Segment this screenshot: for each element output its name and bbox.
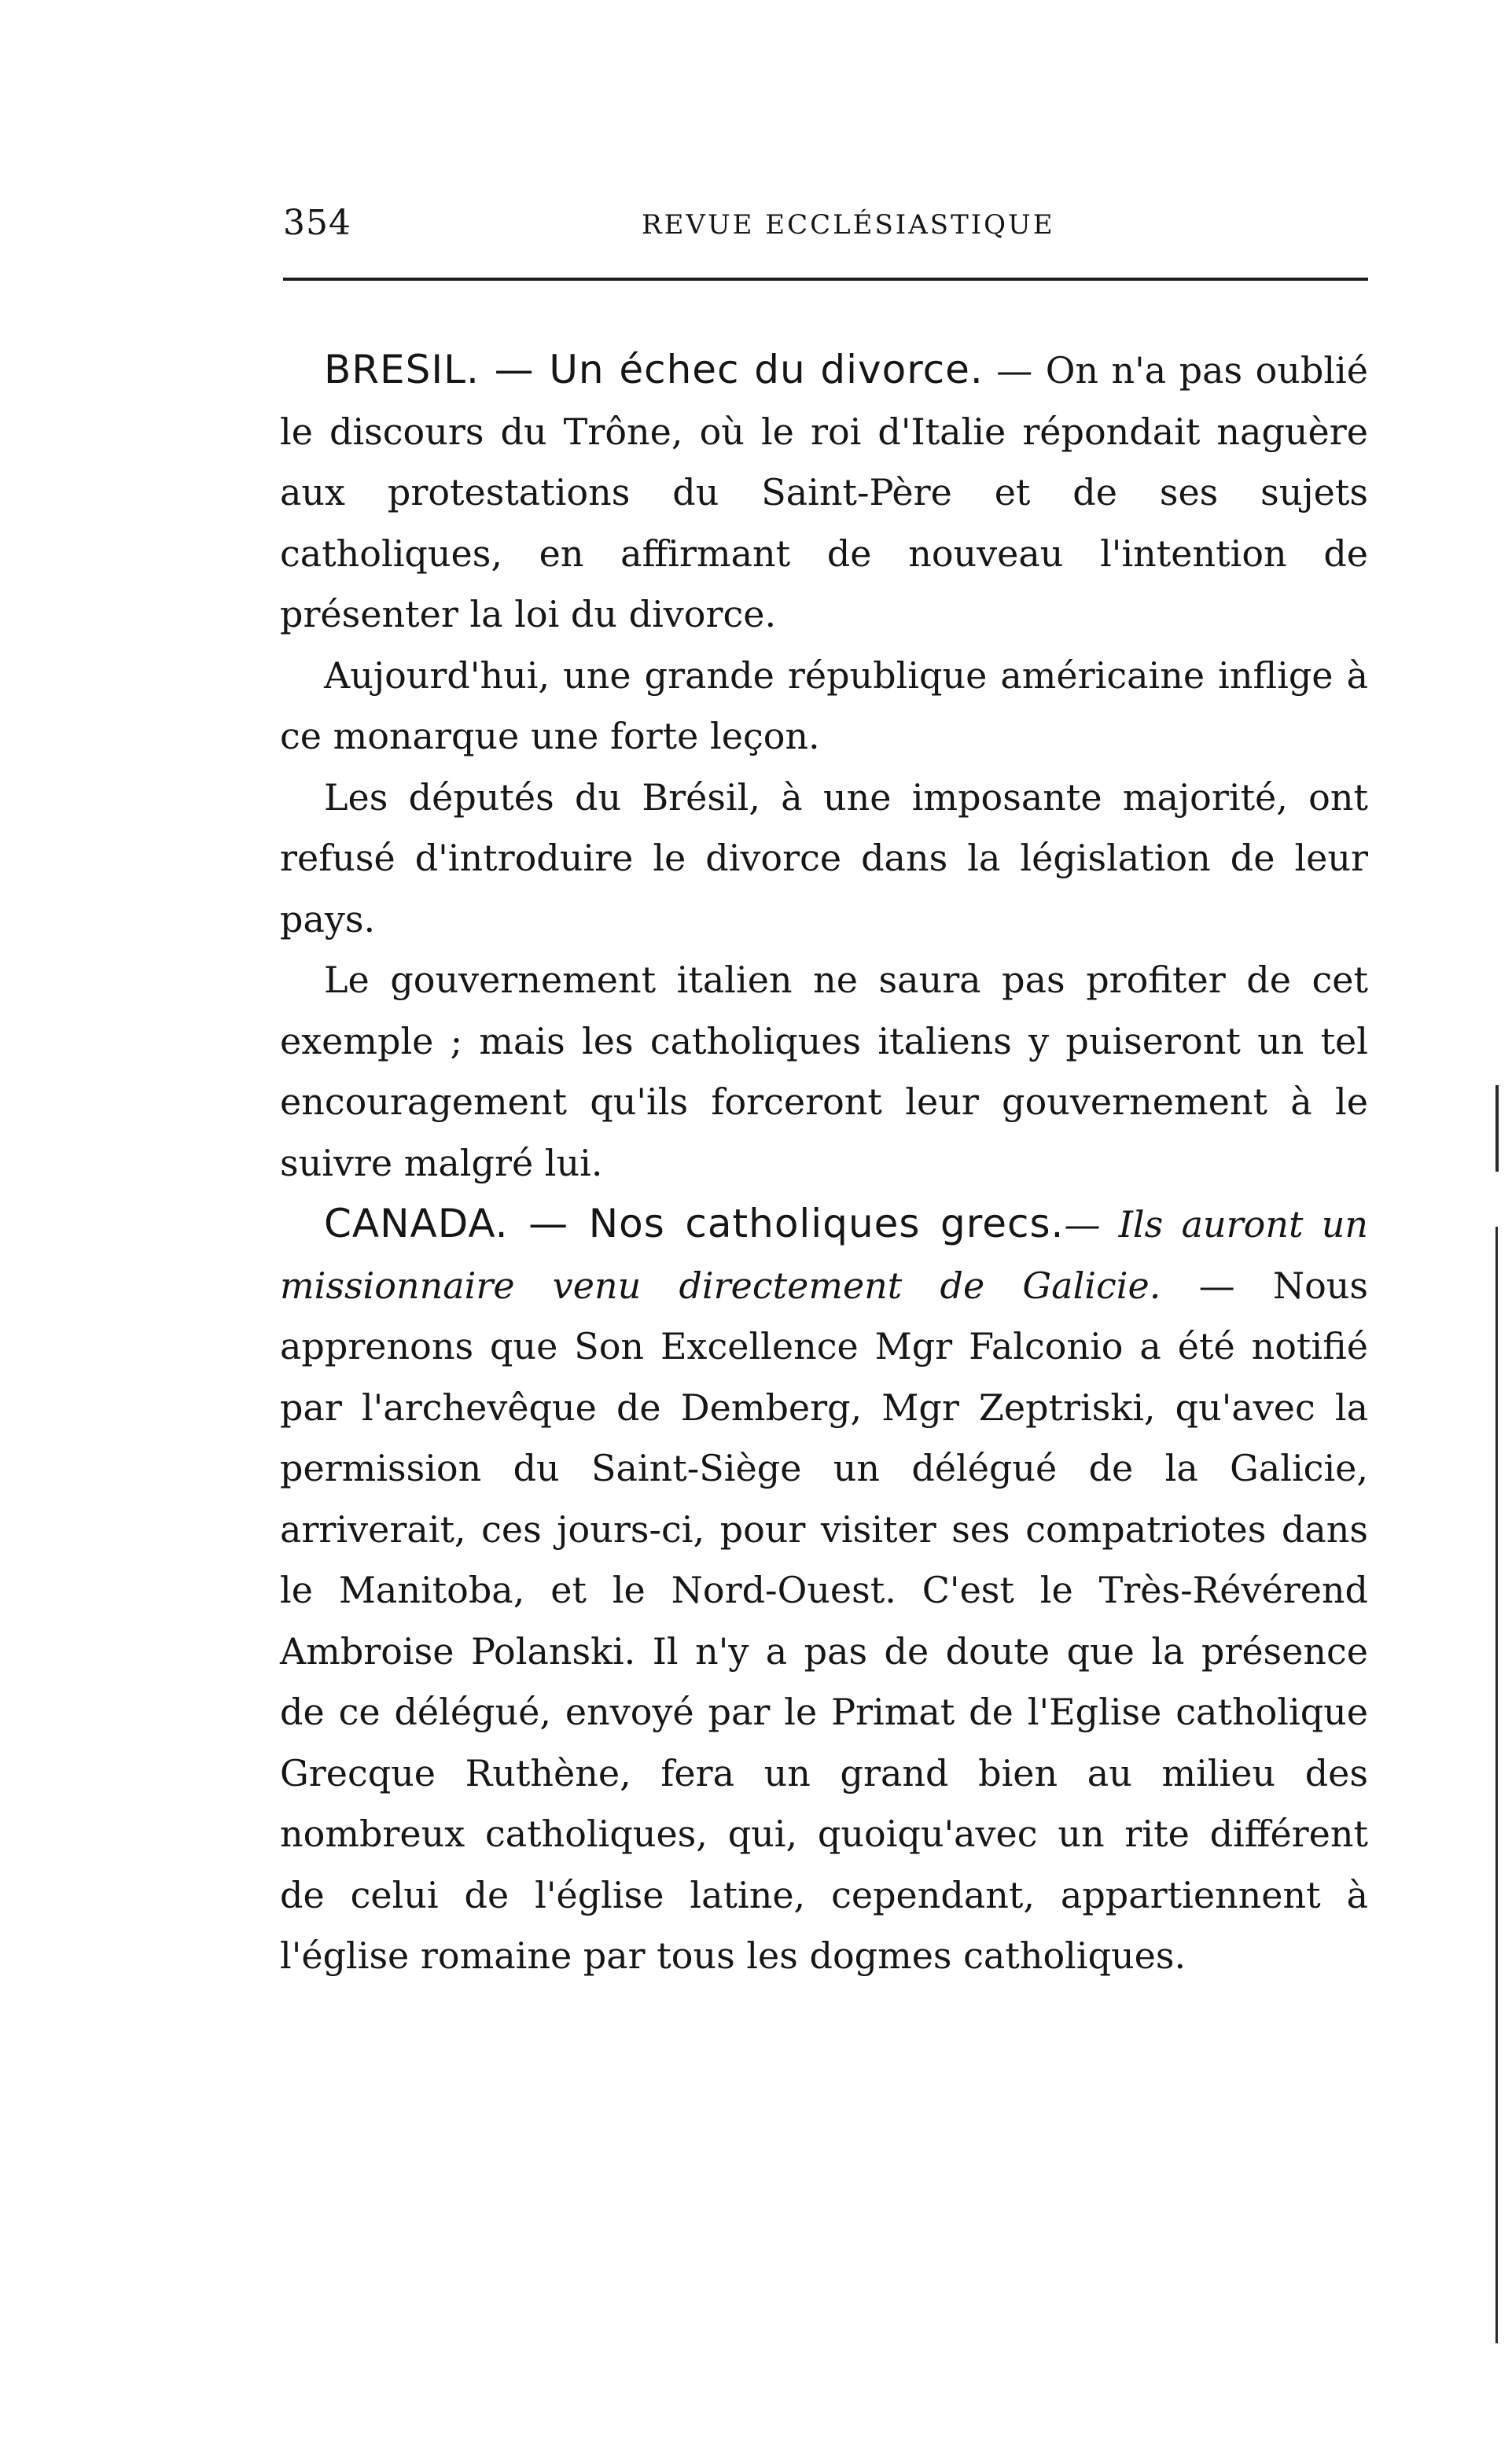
article-body [280,340,1368,1987]
page-header [283,203,1368,250]
margin-mark [1495,1227,1498,2343]
bresil-paragraph-1 [280,340,1368,646]
canada-text-1: — Nous apprenons que Son Excellence Mgr Falconio a été notifié par l'archevêque de Demberg, Mgr Zeptriski, qu'avec la permission du Saint-Siège un délégué de la Galicie, arriverait, ces jours-ci, pour visiter ses compatriotes dans le Manitoba, et le Nord-Ouest. C'est le Très-Révérend Ambroise Polanski. Il n'y a pas de doute que la présence de ce délégué, envoyé par le Primat de l'Eglise catholique Grecque Ruthène, fera un grand bien au milieu des nombreux catholiques, qui, quoiqu'avec un rite différent de celui de l'église latine, cependant, appartiennent à l'église romaine par tous les dogmes catholiques. [280,1264,1368,1977]
canada-subtitle: — Ils auront un missionnaire venu directement de Galicie. [280,1203,1369,1307]
bresil-paragraph-4: Le gouvernement italien ne saura pas profiter de cet exemple ; mais les catholiques italiens y puiseront un tel encouragement qu'ils forceront leur gouvernement à le suivre malgré lui. [280,959,1368,1184]
canada-paragraph-1 [280,1194,1368,1987]
header-rule [283,278,1368,281]
running-title: REVUE ECCLÉSIASTIQUE [642,209,1055,241]
canada-heading: CANADA. — Nos catholiques grecs. [324,1201,1065,1246]
page-number: 354 [283,203,351,243]
bresil-text-1: — On n'a pas oublié le discours du Trône, où le roi d'Italie répondait naguère aux protestations du Saint-Père et de ses sujets catholiques, en affirmant de nouveau l'intention de présenter la loi du divorce. [280,349,1368,635]
bresil-paragraph-3: Les députés du Brésil, à une imposante majorité, ont refusé d'introduire le divorce dans la législation de leur pays. [280,775,1368,940]
margin-mark [1495,1085,1499,1172]
bresil-paragraph-2: Aujourd'hui, une grande république américaine inflige à ce monarque une forte leçon. [280,653,1368,757]
bresil-heading: BRESIL. — Un échec du divorce. [324,347,984,392]
